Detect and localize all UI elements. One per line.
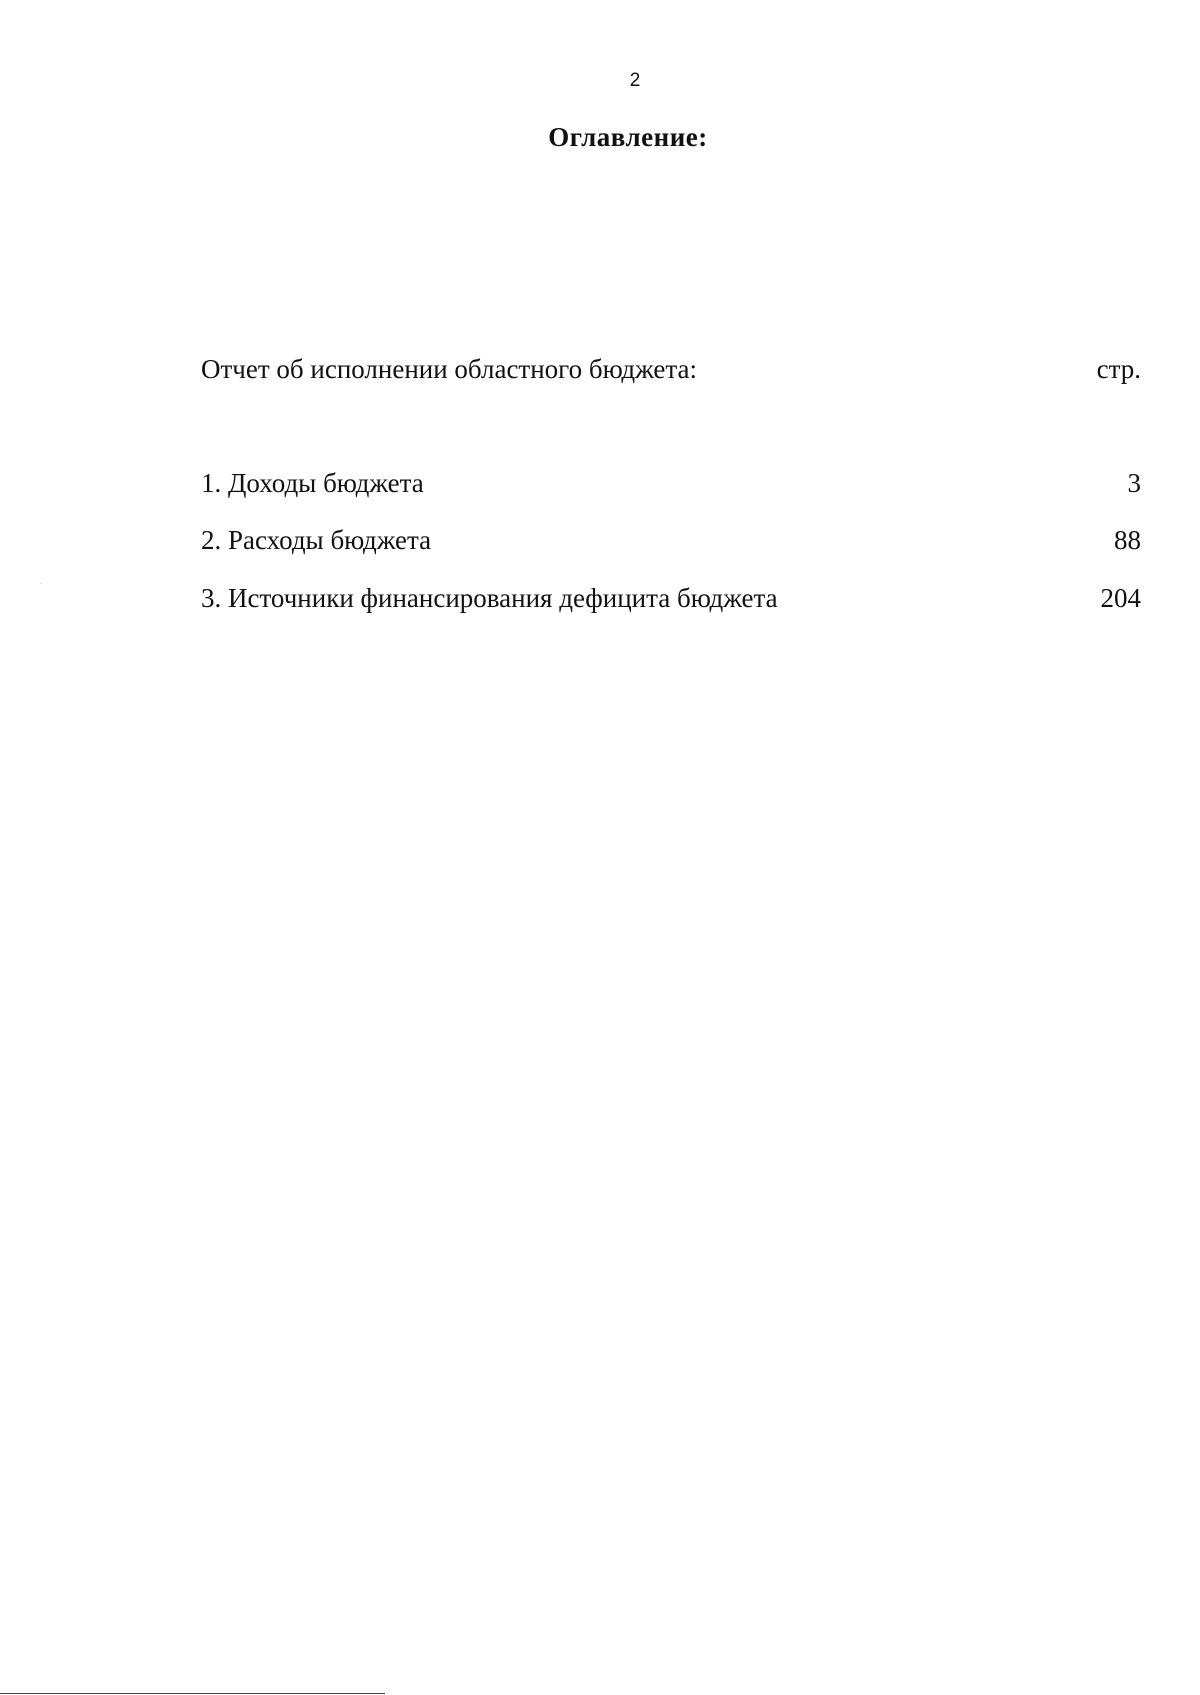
toc-header-page-label: стр.	[1096, 354, 1141, 384]
toc-entry-page: 88	[1114, 525, 1141, 555]
footer-divider	[0, 1693, 385, 1694]
toc-entry	[201, 468, 1141, 499]
toc-header	[201, 354, 1141, 385]
toc-entry-page: 204	[1100, 583, 1141, 613]
toc-header-label: Отчет об исполнении областного бюджета:	[201, 354, 698, 384]
toc-entry-label: 3. Источники финансирования дефицита бюджета	[201, 583, 778, 613]
toc-entry-page: 3	[1127, 468, 1141, 498]
toc-entry	[201, 525, 1141, 556]
toc-title: Оглавление:	[548, 122, 708, 152]
scan-artifact	[40, 583, 41, 584]
toc-entry	[201, 583, 1141, 614]
toc-entry-label: 1. Доходы бюджета	[201, 468, 424, 498]
page-number: 2	[629, 70, 641, 91]
toc-entry-label: 2. Расходы бюджета	[201, 525, 432, 555]
